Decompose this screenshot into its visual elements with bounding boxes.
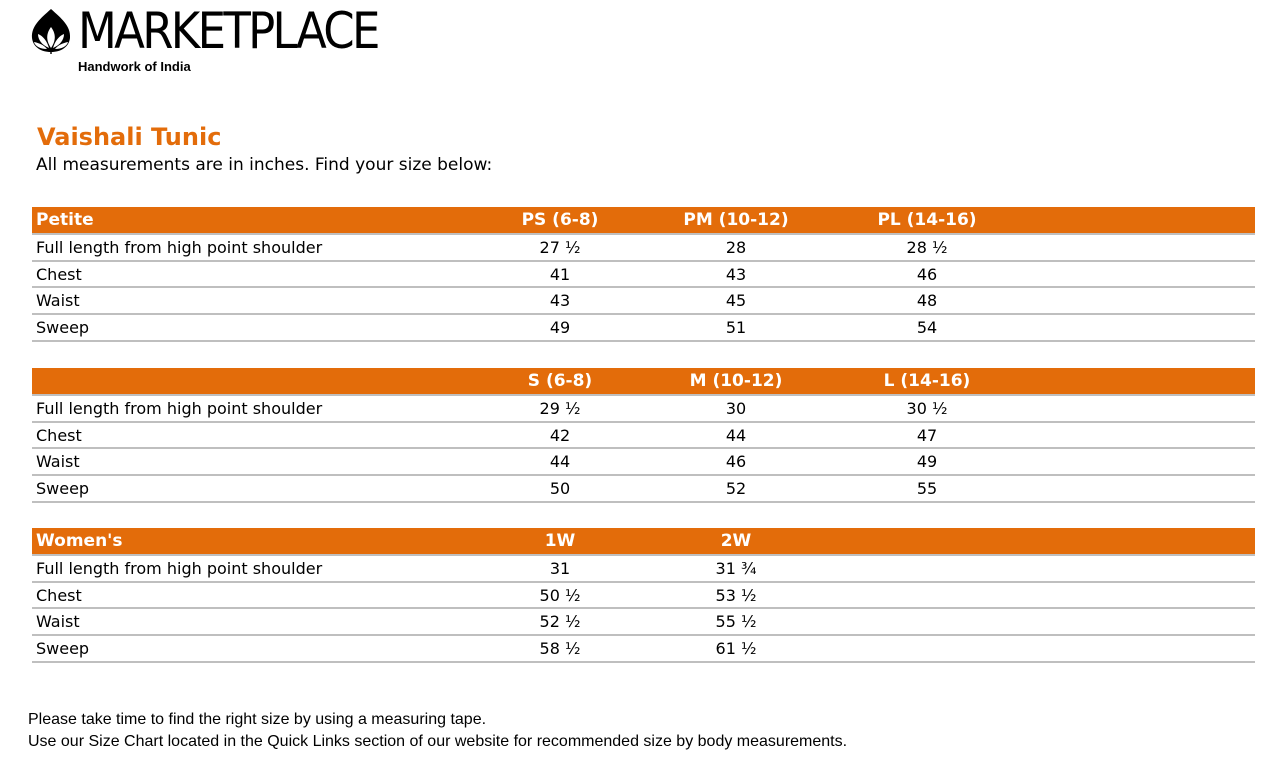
- table-row: [32, 422, 1255, 449]
- row-label: Chest: [32, 261, 480, 288]
- row-label: Chest: [32, 582, 480, 609]
- size-header: L (14-16): [832, 368, 1022, 395]
- table-cell: 45: [640, 287, 832, 314]
- brand-name: MARKETPLACE: [78, 2, 378, 60]
- row-spacer: [832, 635, 1022, 662]
- note-line: Use our Size Chart located in the Quick Links section of our website for recommended size by body measurements.: [28, 733, 848, 750]
- table-row: [32, 395, 1255, 422]
- row-label: Full length from high point shoulder: [32, 555, 480, 582]
- table-cell: 52 ½: [480, 608, 640, 635]
- size-table-misses: [32, 368, 1255, 503]
- table-cell: 50 ½: [480, 582, 640, 609]
- size-table-womens: [32, 528, 1255, 663]
- page-title: Vaishali Tunic: [37, 123, 222, 151]
- size-header: 2W: [640, 528, 832, 555]
- table-cell: 44: [480, 448, 640, 475]
- row-spacer: [832, 582, 1022, 609]
- row-label: Waist: [32, 448, 480, 475]
- row-spacer: [1022, 555, 1255, 582]
- table-cell: 27 ½: [480, 234, 640, 261]
- table-cell: 28: [640, 234, 832, 261]
- table-heading: [32, 368, 480, 395]
- table-cell: 51: [640, 314, 832, 341]
- table-cell: 49: [832, 448, 1022, 475]
- row-spacer: [1022, 448, 1255, 475]
- row-label: Full length from high point shoulder: [32, 234, 480, 261]
- table-cell: 61 ½: [640, 635, 832, 662]
- row-spacer: [1022, 261, 1255, 288]
- table-row: [32, 448, 1255, 475]
- table-cell: 29 ½: [480, 395, 640, 422]
- size-header: PL (14-16): [832, 207, 1022, 234]
- table-row: [32, 314, 1255, 341]
- table-row: [32, 475, 1255, 502]
- table-row: [32, 234, 1255, 261]
- lotus-leaf-icon: [30, 8, 72, 54]
- row-spacer: [1022, 395, 1255, 422]
- row-spacer: [1022, 475, 1255, 502]
- header-spacer: [832, 528, 1022, 555]
- table-cell: 30: [640, 395, 832, 422]
- row-spacer: [1022, 608, 1255, 635]
- row-spacer: [1022, 287, 1255, 314]
- table-cell: 49: [480, 314, 640, 341]
- size-header: PM (10-12): [640, 207, 832, 234]
- table-header-row: [32, 368, 1255, 395]
- table-cell: 31: [480, 555, 640, 582]
- row-spacer: [1022, 422, 1255, 449]
- table-row: [32, 287, 1255, 314]
- row-label: Waist: [32, 287, 480, 314]
- table-cell: 52: [640, 475, 832, 502]
- table-cell: 28 ½: [832, 234, 1022, 261]
- table-cell: 55: [832, 475, 1022, 502]
- row-spacer: [1022, 314, 1255, 341]
- table-cell: 47: [832, 422, 1022, 449]
- table-cell: 43: [640, 261, 832, 288]
- row-label: Chest: [32, 422, 480, 449]
- table-row: [32, 635, 1255, 662]
- row-label: Waist: [32, 608, 480, 635]
- row-spacer: [832, 608, 1022, 635]
- row-spacer: [1022, 234, 1255, 261]
- table-cell: 30 ½: [832, 395, 1022, 422]
- row-label: Sweep: [32, 314, 480, 341]
- table-header-row: [32, 207, 1255, 234]
- table-cell: 46: [640, 448, 832, 475]
- table-row: [32, 582, 1255, 609]
- table-heading: Women's: [32, 528, 480, 555]
- row-label: Sweep: [32, 475, 480, 502]
- size-table-petite: [32, 207, 1255, 342]
- table-cell: 31 ¾: [640, 555, 832, 582]
- table-cell: 58 ½: [480, 635, 640, 662]
- size-notes: [28, 709, 847, 753]
- note-line: Please take time to find the right size by using a measuring tape.: [28, 711, 487, 728]
- table-cell: 44: [640, 422, 832, 449]
- row-label: Sweep: [32, 635, 480, 662]
- row-spacer: [832, 555, 1022, 582]
- size-header: PS (6-8): [480, 207, 640, 234]
- row-spacer: [1022, 635, 1255, 662]
- table-cell: 53 ½: [640, 582, 832, 609]
- table-header-row: [32, 528, 1255, 555]
- size-header: S (6-8): [480, 368, 640, 395]
- table-row: [32, 555, 1255, 582]
- brand-tagline: Handwork of India: [78, 59, 191, 74]
- table-cell: 42: [480, 422, 640, 449]
- page-subtitle: All measurements are in inches. Find your size below:: [36, 155, 493, 175]
- table-cell: 46: [832, 261, 1022, 288]
- table-cell: 43: [480, 287, 640, 314]
- table-cell: 50: [480, 475, 640, 502]
- header-spacer: [1022, 207, 1255, 234]
- table-cell: 55 ½: [640, 608, 832, 635]
- row-spacer: [1022, 582, 1255, 609]
- table-cell: 41: [480, 261, 640, 288]
- table-row: [32, 261, 1255, 288]
- table-cell: 48: [832, 287, 1022, 314]
- size-header: 1W: [480, 528, 640, 555]
- brand-logo: [30, 2, 410, 74]
- header-spacer: [1022, 368, 1255, 395]
- size-header: M (10-12): [640, 368, 832, 395]
- table-heading: Petite: [32, 207, 480, 234]
- header-spacer: [1022, 528, 1255, 555]
- row-label: Full length from high point shoulder: [32, 395, 480, 422]
- table-cell: 54: [832, 314, 1022, 341]
- table-row: [32, 608, 1255, 635]
